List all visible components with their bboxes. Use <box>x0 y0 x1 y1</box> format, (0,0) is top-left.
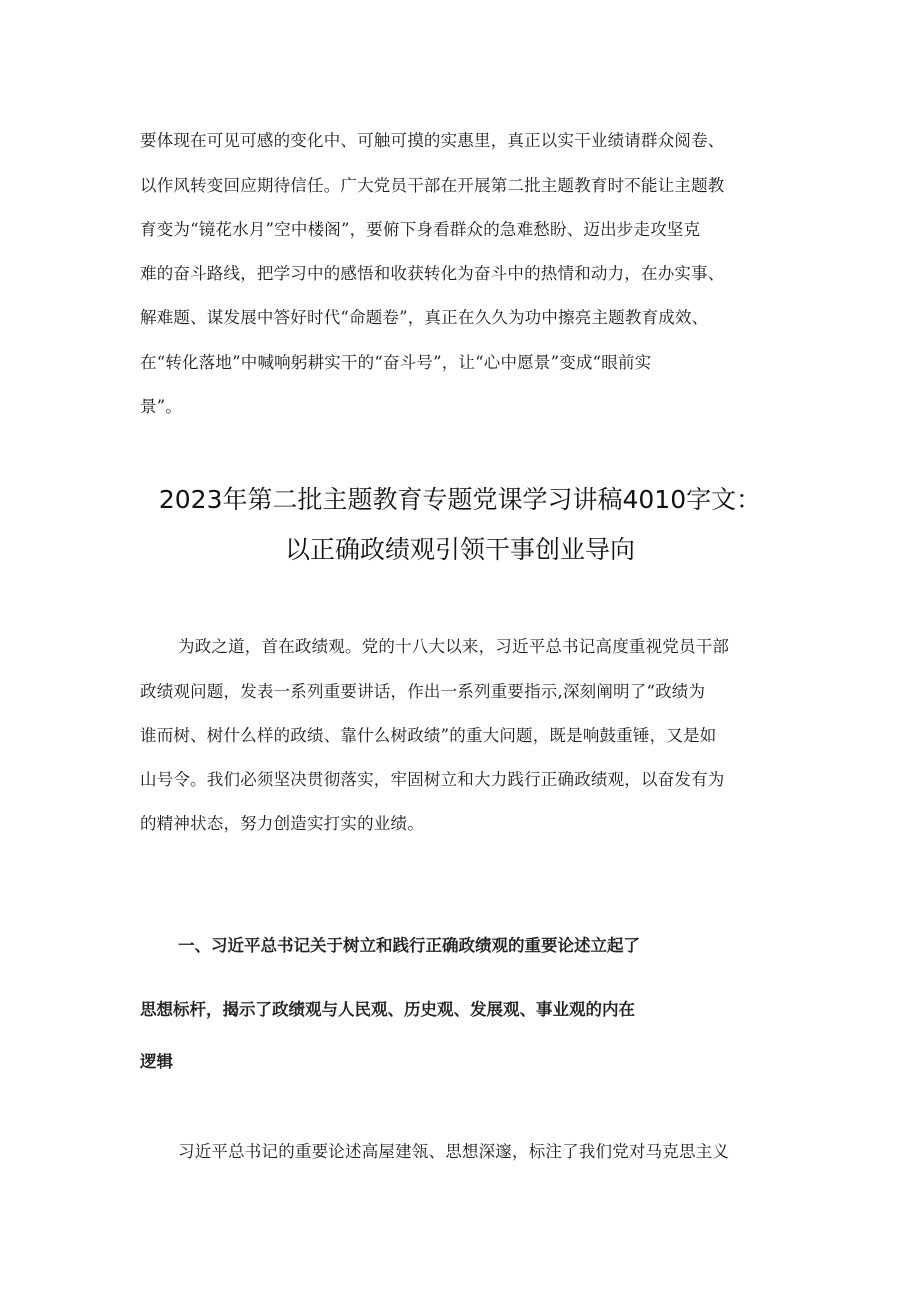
heading-line: 思想标杆，揭示了政绩观与人民观、历史观、发展观、事业观的内在 <box>140 1000 635 1019</box>
paragraph-line: 育变为“镜花水月”空中楼阁”，要俯下身看群众的急难愁盼、迈出步走攻坚克 <box>140 220 701 239</box>
paragraph-line: 解难题、谋发展中答好时代“命题卷”，真正在久久为功中擦亮主题教育成效、 <box>140 308 709 327</box>
paragraph-line: 谁而树、树什么样的政绩、靠什么树政绩”的重大问题，既是响鼓重锤，又是如 <box>140 726 717 745</box>
title-line-2: 以正确政绩观引领干事创业导向 <box>284 535 635 564</box>
paragraph-line: 在“转化落地”中喊响躬耕实干的“奋斗号”，让“心中愿景”变成“眼前实 <box>140 353 652 372</box>
heading-line: 逻辑 <box>140 1052 173 1071</box>
paragraph-line: 景”。 <box>140 397 183 416</box>
paragraph-line: 习近平总书记的重要论述高屋建瓴、思想深邃，标注了我们党对马克思主义 <box>178 1142 730 1161</box>
heading-line: 一、习近平总书记关于树立和践行正确政绩观的重要论述立起了 <box>178 936 640 955</box>
title-line-1: 2023年第二批主题教育专题党课学习讲稿4010字文： <box>158 485 762 514</box>
paragraph-line: 以作风转变回应期待信任。广大党员干部在开展第二批主题教育时不能让主题教 <box>140 176 725 195</box>
paragraph-line: 要体现在可见可感的变化中、可触可摸的实惠里，真正以实干业绩请群众阅卷、 <box>140 131 725 150</box>
paragraph-line: 难的奋斗路线，把学习中的感悟和收获转化为奋斗中的热情和动力，在办实事、 <box>140 264 725 283</box>
paragraph-line: 山号令。我们必须坚决贯彻落实，牢固树立和大力践行正确政绩观，以奋发有为 <box>140 770 725 789</box>
paragraph-line: 政绩观问题，发表一系列重要讲话，作出一系列重要指示,深刻阐明了“政绩为 <box>140 682 706 701</box>
paragraph-line: 的精神状态，努力创造实打实的业绩。 <box>140 814 424 833</box>
paragraph-line: 为政之道，首在政绩观。党的十八大以来，习近平总书记高度重视党员干部 <box>178 637 730 656</box>
